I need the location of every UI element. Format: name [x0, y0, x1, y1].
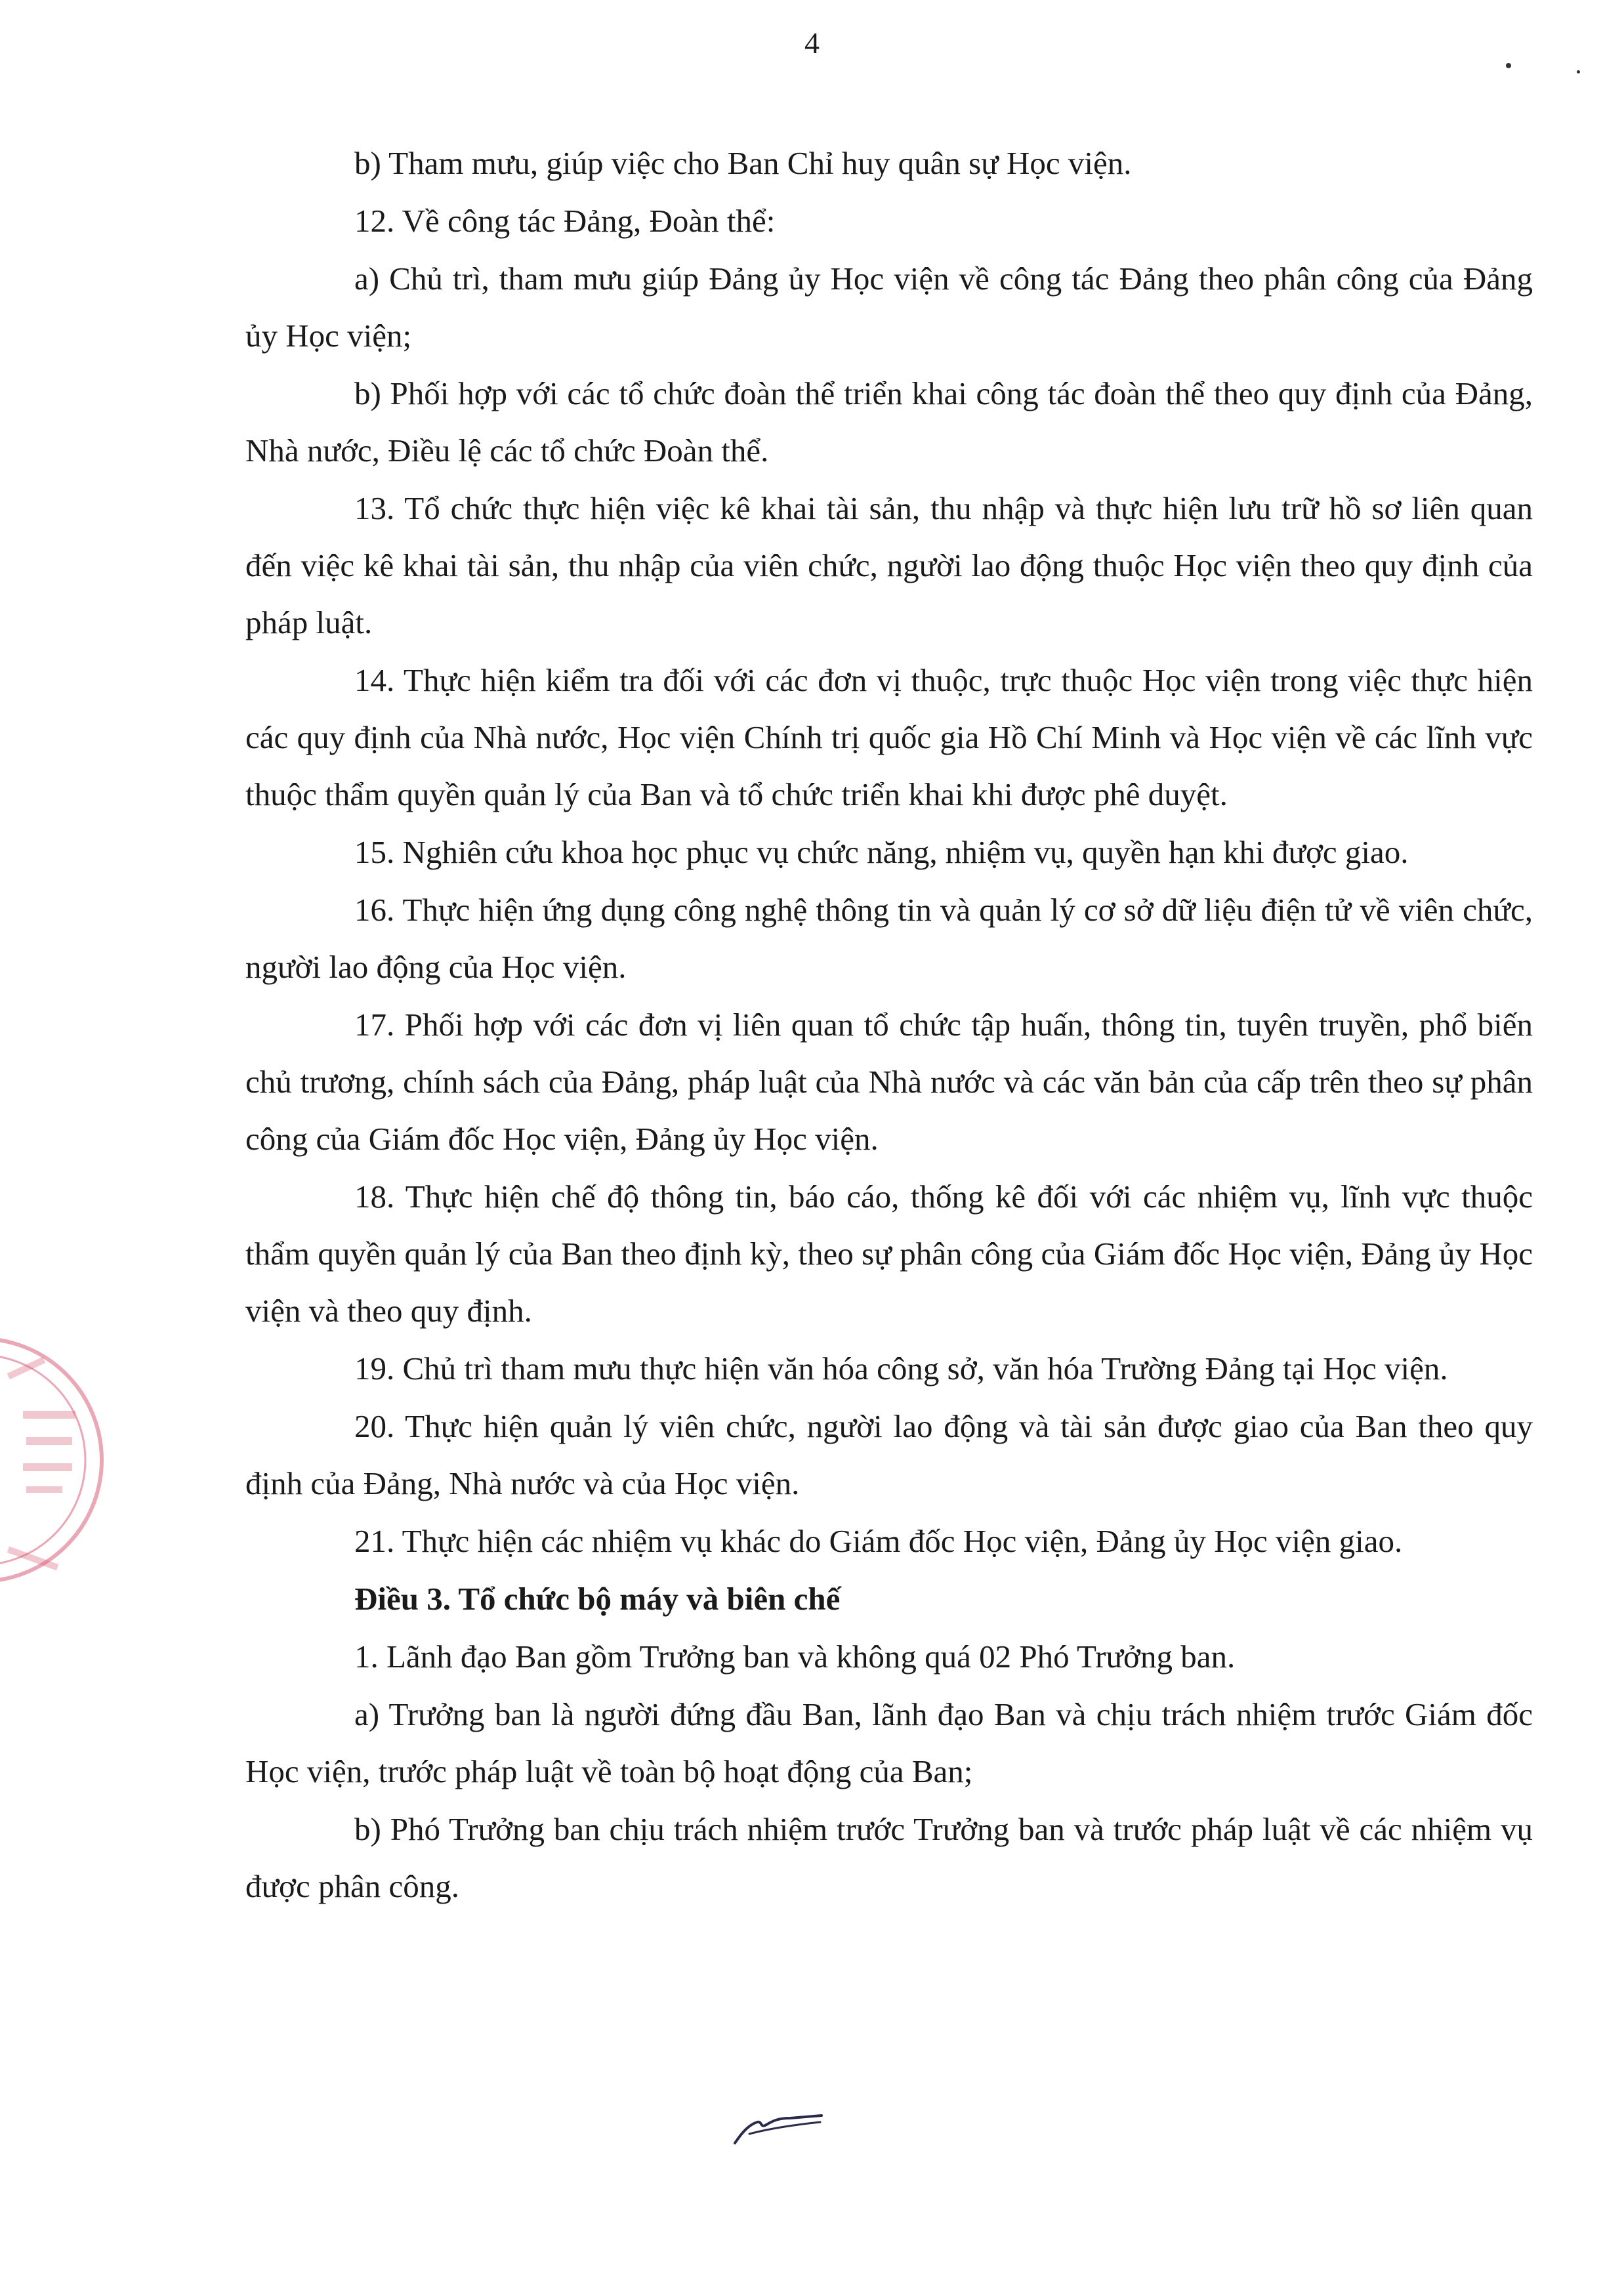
- document-body: [245, 135, 1533, 1915]
- paragraph: 14. Thực hiện kiểm tra đối với các đơn vị thuộc, trực thuộc Học viện trong việc thực hiện các quy định của Nhà nước, Học viện Chính trị quốc gia Hồ Chí Minh và Học viện về các lĩnh vực thuộc thẩm quyền quản lý của Ban và tổ chức triển khai khi được phê duyệt.: [245, 662, 1533, 812]
- article-heading: Điều 3. Tổ chức bộ máy và biên chế: [354, 1581, 841, 1617]
- paragraph: 21. Thực hiện các nhiệm vụ khác do Giám đốc Học viện, Đảng ủy Học viện giao.: [354, 1523, 1403, 1559]
- paragraph: 19. Chủ trì tham mưu thực hiện văn hóa công sở, văn hóa Trường Đảng tại Học viện.: [354, 1350, 1448, 1387]
- paragraph: b) Phối hợp với các tổ chức đoàn thể triển khai công tác đoàn thể theo quy định của Đảng, Nhà nước, Điều lệ các tổ chức Đoàn thể.: [245, 375, 1533, 469]
- paragraph: 13. Tổ chức thực hiện việc kê khai tài sản, thu nhập và thực hiện lưu trữ hồ sơ liên quan đến việc kê khai tài sản, thu nhập của viên chức, người lao động thuộc Học viện theo quy định của pháp luật.: [245, 490, 1533, 640]
- paragraph: 16. Thực hiện ứng dụng công nghệ thông tin và quản lý cơ sở dữ liệu điện tử về viên chức, người lao động của Học viện.: [245, 892, 1533, 985]
- paragraph: a) Chủ trì, tham mưu giúp Đảng ủy Học viện về công tác Đảng theo phân công của Đảng ủy Học viện;: [245, 261, 1533, 354]
- page-number: 4: [804, 26, 820, 60]
- paragraph: 20. Thực hiện quản lý viên chức, người lao động và tài sản được giao của Ban theo quy định của Đảng, Nhà nước và của Học viện.: [245, 1408, 1533, 1501]
- paragraph: b) Tham mưu, giúp việc cho Ban Chỉ huy quân sự Học viện.: [354, 145, 1132, 181]
- signature-icon: [730, 2105, 828, 2151]
- article-paragraph: b) Phó Trưởng ban chịu trách nhiệm trước Trưởng ban và trước pháp luật về các nhiệm vụ được phân công.: [245, 1811, 1533, 1904]
- stamp-icon: [0, 1319, 125, 1601]
- paragraph: 15. Nghiên cứu khoa học phục vụ chức năng, nhiệm vụ, quyền hạn khi được giao.: [354, 834, 1409, 870]
- paragraph: 17. Phối hợp với các đơn vị liên quan tổ chức tập huấn, thông tin, tuyên truyền, phổ biến chủ trương, chính sách của Đảng, pháp luật của Nhà nước và các văn bản của cấp trên theo sự phân công của Giám đốc Học viện, Đảng ủy Học viện.: [245, 1007, 1533, 1157]
- article-paragraph: 1. Lãnh đạo Ban gồm Trưởng ban và không quá 02 Phó Trưởng ban.: [354, 1638, 1236, 1675]
- scan-speck: [1577, 70, 1580, 73]
- paragraph: 12. Về công tác Đảng, Đoàn thể:: [354, 203, 776, 239]
- article-paragraph: a) Trưởng ban là người đứng đầu Ban, lãnh đạo Ban và chịu trách nhiệm trước Giám đốc Học viện, trước pháp luật về toàn bộ hoạt động của Ban;: [245, 1696, 1533, 1789]
- paragraph: 18. Thực hiện chế độ thông tin, báo cáo, thống kê đối với các nhiệm vụ, lĩnh vực thuộc thẩm quyền quản lý của Ban theo định kỳ, theo sự phân công của Giám đốc Học viện, Đảng ủy Học viện và theo quy định.: [245, 1178, 1533, 1329]
- scan-speck: [1506, 63, 1511, 68]
